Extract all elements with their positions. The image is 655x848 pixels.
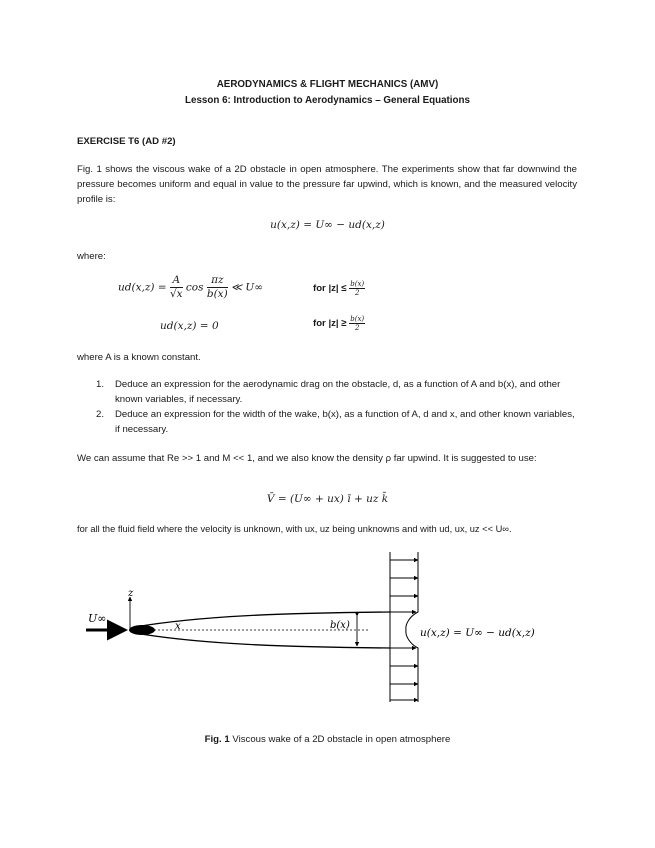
assumption-paragraph: We can assume that Re >> 1 and M << 1, and we also know the density ρ far upwind. It is suggested to use: [77, 453, 537, 464]
frac-den-sqrtx: √x [169, 288, 183, 300]
condition-2-num: b(x) [350, 315, 365, 323]
condition-1 [313, 280, 365, 297]
condition-1-num: b(x) [350, 280, 365, 288]
ud-zero-equation: ud(x,z) = 0 [160, 320, 219, 332]
vector-equation: V̄ = (U∞ + ux) ī + uz k̄ [266, 493, 389, 505]
cos-label: cos [185, 281, 204, 294]
profile-label: u(x,z) = U∞ − ud(x,z) [420, 627, 535, 639]
constant-note: where A is a known constant. [77, 352, 201, 363]
fraction-piz-bx [207, 274, 228, 301]
intro-paragraph: Fig. 1 shows the viscous wake of a 2D obstacle in open atmosphere. The experiments show that far downwind the pressure becomes uniform and equal in value to the pressure far upwind, which is known, and the measured velocity profile is: [77, 164, 577, 205]
condition-2-prefix: for |z| ≥ [313, 318, 347, 330]
condition-2-fraction [349, 315, 365, 332]
wake-width-label: b(x) [330, 620, 350, 631]
wake-figure [80, 550, 580, 710]
frac-num-piz: πz [207, 274, 228, 288]
velocity-deficit-profile [406, 552, 418, 702]
z-axis-label: z [128, 588, 134, 599]
x-axis-label: x [175, 621, 181, 632]
condition-2 [313, 315, 365, 332]
condition-2-den: 2 [354, 324, 360, 332]
exercise-title: EXERCISE T6 (AD #2) [77, 136, 176, 147]
task-2-text: Deduce an expression for the width of the wake, b(x), as a function of A, d and x, and other known variables, if necessary. [115, 409, 575, 435]
condition-1-prefix: for |z| ≤ [313, 283, 347, 295]
lesson-title: Lesson 6: Introduction to Aerodynamics – General Equations [185, 95, 470, 106]
ud-tail: ≪ U∞ [231, 281, 263, 294]
wake-upper-boundary [135, 612, 390, 627]
ud-equation [118, 274, 263, 301]
condition-1-fraction [349, 280, 365, 297]
where-label: where: [77, 251, 106, 262]
task-1-number: 1. [96, 379, 105, 390]
velocity-profile-equation: u(x,z) = U∞ − ud(x,z) [270, 219, 385, 231]
field-note: for all the fluid field where the velocity is unknown, with ux, uz being unknowns and with ud, ux, uz << U∞. [77, 524, 512, 534]
freestream-label: U∞ [88, 612, 107, 625]
condition-1-den: 2 [354, 289, 360, 297]
course-title: AERODYNAMICS & FLIGHT MECHANICS (AMV) [216, 79, 439, 90]
task-1-text: Deduce an expression for the aerodynamic drag on the obstacle, d, as a function of A and b(x), and other known variables, if necessary. [115, 379, 561, 405]
figure-caption-label: Fig. 1 [204, 734, 230, 745]
wake-lower-boundary [135, 633, 390, 648]
fraction-a-sqrtx [170, 274, 183, 301]
velocity-arrows [390, 560, 418, 700]
task-2-number: 2. [96, 409, 105, 420]
frac-den-bx: b(x) [206, 288, 228, 300]
figure-caption [0, 732, 655, 747]
figure-caption-text: Viscous wake of a 2D obstacle in open atmosphere [232, 734, 451, 745]
ud-lhs: ud(x,z) = [118, 281, 167, 294]
frac-num-a: A [170, 274, 183, 288]
